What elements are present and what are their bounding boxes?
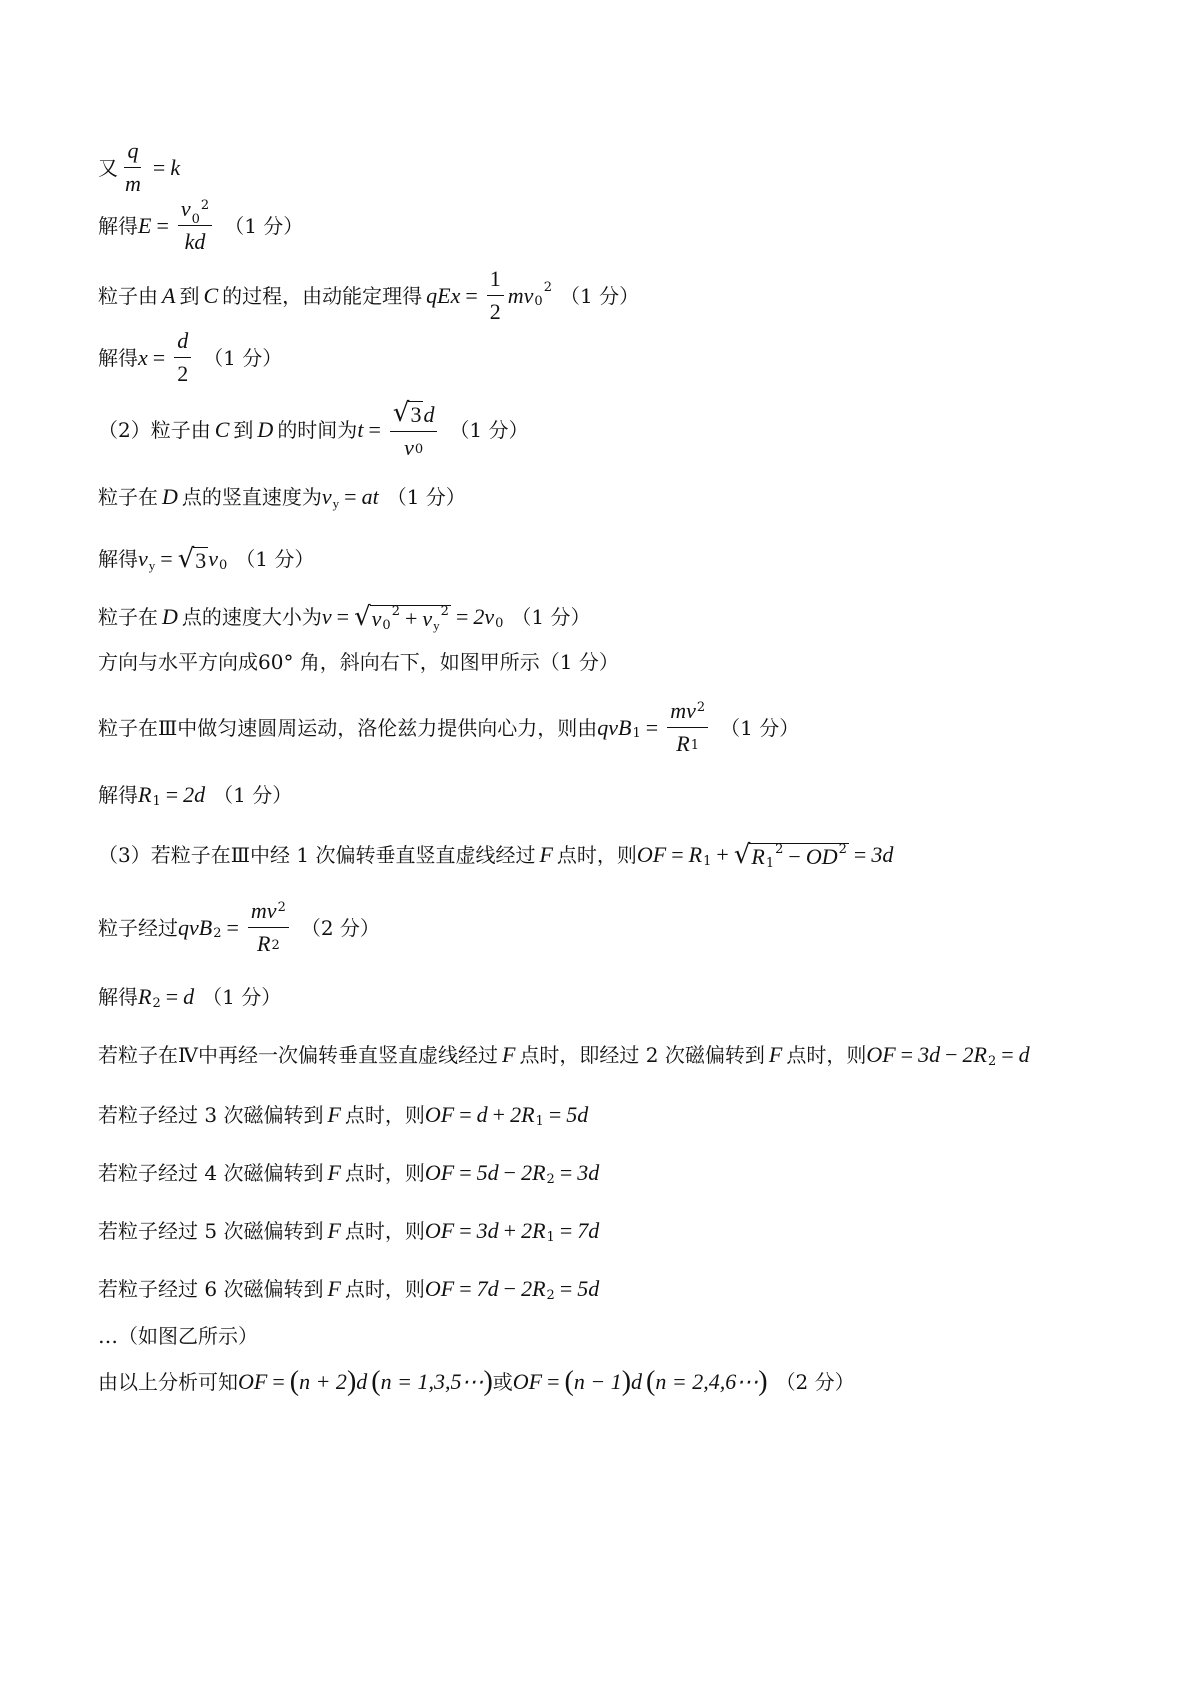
- eq-line-vy-result: 解得 v $_y$ = √ 3 v $_0$ （1 分）: [98, 544, 315, 574]
- score-label: （1 分）: [386, 485, 466, 509]
- fraction: mv $^2$ R $_2$: [248, 900, 289, 955]
- eq-line-deflection-5: 若粒子经过 5 次磁偏转到 F 点时，则 OF = 3d + 2R $_1$ = 7d: [98, 1218, 600, 1245]
- score-label: （1 分）: [224, 213, 304, 238]
- eq-line-r1: 解得 R $_1$ = 2d （1 分）: [98, 782, 293, 809]
- score-label: （1 分）: [213, 783, 293, 807]
- eq-line-deflection-4: 若粒子经过 4 次磁偏转到 F 点时，则 OF = 5d − 2R $_2$ = 3d: [98, 1160, 600, 1187]
- text-line-ellipsis: …（如图乙所示）: [98, 1324, 258, 1348]
- score-label: （1 分）: [559, 283, 640, 308]
- score-label: （1 分）: [449, 417, 529, 442]
- fraction: v $_0$ $^2$ kd: [178, 198, 212, 253]
- square-root: √ R $_1$ $^2$ − OD $^2$: [733, 840, 847, 871]
- score-label: （1 分）: [511, 605, 591, 629]
- eq-line-of-first: （3）若粒子在Ⅲ中经 1 次偏转垂直竖直虚线经过 F 点时，则 OF = R $_1$ + √ R $_1$ $^2$ − OD $^2$ = 3d: [98, 840, 894, 871]
- score-label: （2 分）: [775, 1370, 855, 1394]
- eq-line-field-strength: 解得 E = v $_0$ $^2$ kd （1 分）: [98, 196, 304, 254]
- score-label: （1 分）: [235, 547, 315, 571]
- eq-line-time: （2）粒子由 C 到 D 的时间为 t = √ 3 d v $_0$ （1 分）: [98, 398, 529, 460]
- eq-line-speed: 粒子在 D 点的速度大小为 v = √ v $_0$ $^2$ + v $_y$ $^2$ = 2v $_0$ （1 分）: [98, 602, 591, 633]
- eq-line-deflection-6: 若粒子经过 6 次磁偏转到 F 点时，则 OF = 7d − 2R $_2$ = 5d: [98, 1276, 600, 1303]
- eq-line-distance: 解得 x = $\frac{d}{2}$ （1 分）: [98, 328, 283, 386]
- eq-line-r2: 解得 R $_2$ = d （1 分）: [98, 984, 282, 1011]
- eq-line-lorentz-1: 粒子在Ⅲ中做匀速圆周运动，洛伦兹力提供向心力，则由 qvB $_1$ = mv $^2$ R $_1$ （1 分）: [98, 698, 800, 756]
- eq-line-lorentz-2: 粒子经过 qvB $_2$ = mv $^2$ R $_2$ （2 分）: [98, 898, 380, 956]
- eq-line-conclusion: 由以上分析可知 OF = ( n + 2 ) d ( n = 1,3,5⋯ ) 或 OF = ( n − 1 ) d ( n = 2,4,6⋯ ) （2 分）: [98, 1366, 855, 1397]
- score-label: （1 分）: [720, 715, 800, 740]
- score-label: （1 分）: [202, 985, 282, 1009]
- text: 又: [98, 155, 118, 180]
- score-label: （2 分）: [300, 915, 380, 940]
- square-root: √ v $_0$ $^2$ + v $_y$ $^2$: [354, 602, 449, 633]
- eq-line-kinetic-energy: 粒子由 A 到 C 的过程，由动能定理得 qEx = $\frac{1}{2}$ mv $_0$ $^2$ （1 分）: [98, 266, 640, 324]
- score-label: （1 分）: [203, 345, 283, 370]
- eq-line-charge-ratio: 又 $\frac{q}{m}$ = k: [98, 138, 181, 196]
- text-line-direction: 方向与水平方向成60° 角，斜向右下，如图甲所示（1 分）: [98, 650, 619, 674]
- fraction: mv $^2$ R $_1$: [667, 700, 708, 755]
- fraction: √ 3 d v $_0$: [390, 400, 438, 459]
- fraction: $\frac{d}{2}$: [174, 330, 191, 385]
- fraction: $\frac{q}{m}$: [125, 138, 141, 196]
- eq-line-deflection-3: 若粒子经过 3 次磁偏转到 F 点时，则 OF = d + 2R $_1$ = 5d: [98, 1102, 589, 1129]
- eq-line-deflection-2: 若粒子在Ⅳ中再经一次偏转垂直竖直虚线经过 F 点时，即经过 2 次磁偏转到 F 点时，则 OF = 3d − 2R $_2$ = d: [98, 1042, 1030, 1069]
- fraction: $\frac{1}{2}$: [487, 268, 504, 323]
- eq-line-vertical-velocity: 粒子在 D 点的竖直速度为 v $_y$ = at （1 分）: [98, 484, 466, 511]
